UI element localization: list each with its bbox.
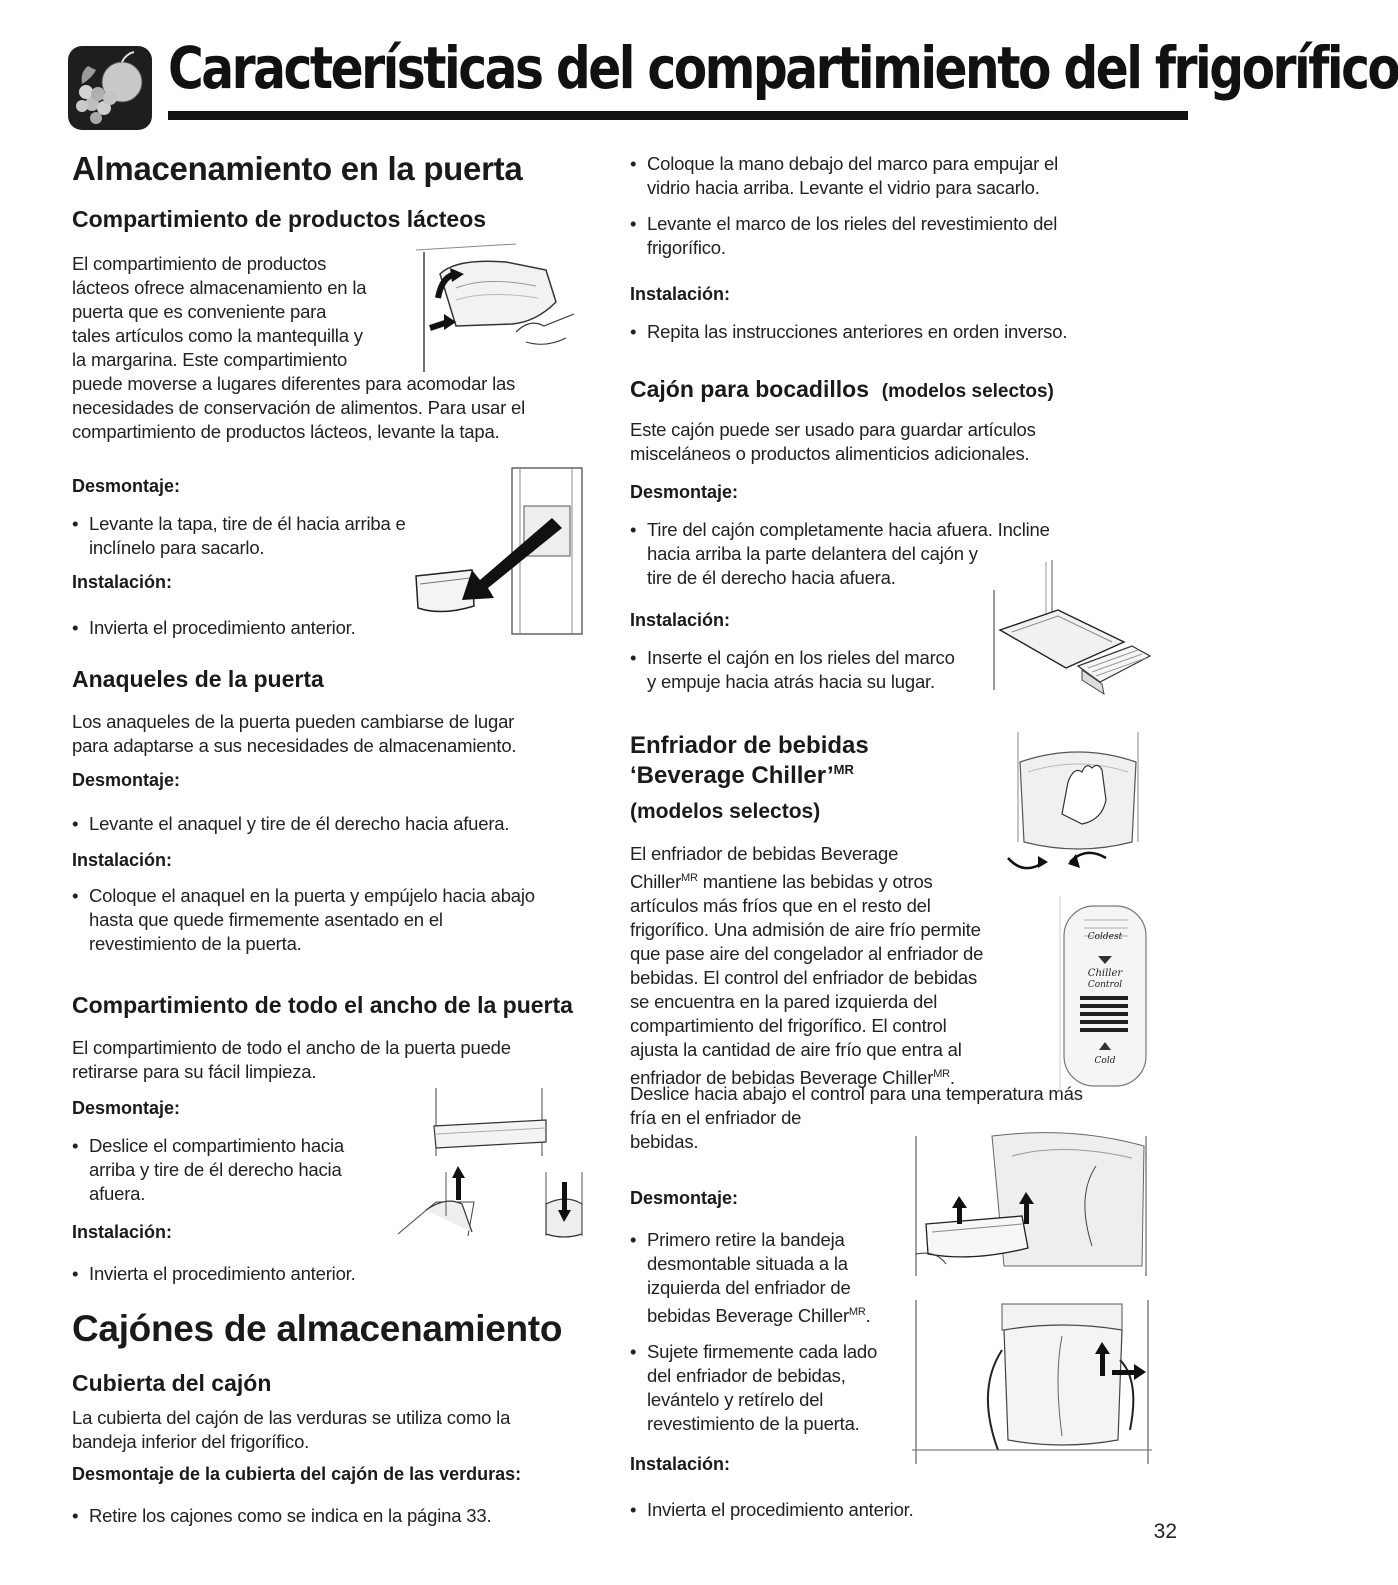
label-install-chiller: Instalación: [630,1454,731,1474]
full-width-bin-illustration [396,1086,606,1236]
bullet-item-continuation: inclínelo para sacarlo. [89,537,265,558]
bullet-item-continuation: afuera. [89,1183,146,1204]
chiller-control-illustration [1056,896,1152,1096]
bullet-item: • Repita las instrucciones anteriores en orden inverso. [630,320,1167,344]
chiller-text-fragment: enfriador de bebidas Beverage Chiller [630,1067,934,1089]
bullet-item: • Levante la tapa, tire de él hacia arriba e [72,512,472,536]
dairy-compartment-illustration [416,242,586,372]
bullet-item-continuation: tire de él derecho hacia afuera. [647,567,896,588]
chiller-paragraph [630,842,1030,1090]
bullet-item-continuation: izquierda del enfriador de [647,1277,851,1298]
chiller-text-line: bebidas. El control del enfriador de bebidas [630,967,978,989]
trademark-sup: MR [848,1306,866,1318]
trademark-sup: MR [681,872,698,884]
dairy-bin-removal-illustration [412,466,587,636]
fruit-icon [68,46,152,130]
fullwidth-text-line: El compartimiento de todo el ancho de la puerta puede [72,1037,511,1058]
bullet-item: • Invierta el procedimiento anterior. [72,1262,469,1286]
bullet-item-continuation: del enfriador de bebidas, [647,1365,846,1386]
label-install-fullwidth: Instalación: [72,1222,173,1242]
chiller-text-fragment: . [949,1067,955,1089]
heading-dairy: Compartimiento de productos lácteos [72,206,487,232]
chiller-text-line: ajusta la cantidad de aire frío que entra al [630,1039,962,1061]
bullet-item-continuation: levántelo y retírelo del [647,1389,824,1410]
bullet-item-continuation: revestimiento de la puerta. [647,1413,860,1434]
dairy-text-line: compartimiento de productos lácteos, levante la tapa. [72,421,500,442]
label-removal-snack: Desmontaje: [630,482,739,502]
dairy-text-line: lácteos ofrece almacenamiento en la [72,277,367,298]
heading-door-shelves: Anaqueles de la puerta [72,666,324,692]
page-title: Características del compartimiento del frigorífico [168,34,1398,102]
chiller-removal-step-2 [630,1340,910,1436]
bullet-item: • Deslice el compartimiento hacia [72,1134,402,1158]
chiller-text-line: artículos más fríos que en el resto del [630,895,931,917]
heading-drawer-cover: Cubierta del cajón [72,1370,272,1396]
bullet-item: • Coloque la mano debajo del marco para empujar el [630,152,1150,176]
chiller-text-line: bebidas. [630,1131,699,1152]
section-heading-door-storage: Almacenamiento en la puerta [72,150,523,187]
snack-install-steps [630,646,1000,694]
heading-beverage-chiller-1: Enfriador de bebidas [630,732,869,759]
chiller-text-line [630,866,1030,894]
heading-snack-drawer [630,376,1054,403]
cover-text-line: La cubierta del cajón de las verduras se utiliza como la [72,1407,511,1428]
bullet-item: • Sujete firmemente cada lado [630,1340,910,1364]
chiller-removal-step-1 [630,1228,910,1328]
chiller-text-line: Deslice hacia abajo el control para una temperatura más [630,1083,1083,1104]
shelves-paragraph [72,710,592,758]
shelves-install-steps [72,884,602,956]
dairy-text-line: El compartimiento de productos [72,253,327,274]
label-removal-dairy: Desmontaje: [72,476,181,496]
chiller-text-line: fría en el enfriador de [630,1107,802,1128]
page-number: 32 [1153,1520,1177,1543]
bullet-item-continuation [630,1300,910,1328]
bullet-item: • Levante el anaquel y tire de él derecho hacia afuera. [72,812,609,836]
label-install-dairy: Instalación: [72,572,173,592]
label-removal-cover: Desmontaje de la cubierta del cajón de las verduras: [72,1464,522,1484]
heading-full-width-bin: Compartimiento de todo el ancho de la puerta [72,992,573,1018]
chiller-text-fragment: . [865,1305,871,1327]
fullwidth-paragraph [72,1036,592,1084]
trademark-sup: MR [833,762,854,777]
snack-title: Cajón para bocadillos [630,376,869,402]
dairy-text-line: necesidades de conservación de alimentos. Para usar el [72,397,526,418]
label-removal-chiller: Desmontaje: [630,1188,739,1208]
trademark-sup: MR [933,1068,950,1081]
bullet-item: • Invierta el procedimiento anterior. [630,1498,1027,1522]
control-label-control: Control [1087,980,1123,990]
label-install-glass: Instalación: [630,284,731,304]
bullet-item-continuation: desmontable situada a la [647,1253,848,1274]
chiller-title-text: ‘Beverage Chiller’ [630,762,834,789]
control-label-cold: Cold [1094,1056,1116,1066]
section-heading-storage-drawers: Cajónes de almacenamiento [72,1308,563,1349]
snack-paragraph [630,418,1150,466]
bullet-item-continuation: hacia arriba la parte delantera del cajón y [647,543,978,564]
chiller-lift-removal-illustration [912,1300,1154,1464]
bullet-item-continuation: arriba y tire de él derecho hacia [89,1159,342,1180]
snack-title-note: (modelos selectos) [881,381,1054,402]
bullet-item: • Invierta el procedimiento anterior. [72,616,469,640]
chiller-tray-removal-illustration [912,1136,1154,1276]
snack-drawer-illustration [992,560,1157,700]
bullet-item: • Tire del cajón completamente hacia afuera. Incline [630,518,1150,542]
snack-text-line: Este cajón puede ser usado para guardar artículos [630,419,1036,440]
fullwidth-removal-steps [72,1134,402,1206]
bullet-item: • Coloque el anaquel en la puerta y empújelo hacia abajo [72,884,602,908]
heading-beverage-chiller-3: (modelos selectos) [630,800,821,823]
bullet-item-continuation: y empuje hacia atrás hacia su lugar. [647,671,935,692]
chiller-hand-illustration [998,732,1150,882]
bullet-item-continuation: frigorífico. [647,237,726,258]
label-removal-shelves: Desmontaje: [72,770,181,790]
cover-text-line: bandeja inferior del frigorífico. [72,1431,310,1452]
chiller-text-line: compartimiento del frigorífico. El control [630,1015,947,1037]
bullet-item: • Retire los cajones como se indica en la página 33. [72,1504,609,1528]
bullet-item: • Inserte el cajón en los rieles del marco [630,646,1000,670]
shelves-text-line: Los anaqueles de la puerta pueden cambiarse de lugar [72,711,515,732]
chiller-text-line: frigorífico. Una admisión de aire frío permite [630,919,981,941]
heading-beverage-chiller-2 [630,762,854,790]
label-install-shelves: Instalación: [72,850,173,870]
chiller-text-fragment: Chiller [630,871,682,893]
control-label-chiller: Chiller [1087,968,1123,979]
label-install-snack: Instalación: [630,610,731,630]
chiller-text-line: El enfriador de bebidas Beverage [630,843,899,864]
chiller-text-fragment: mantiene las bebidas y otros [697,871,933,893]
bullet-item: • Levante el marco de los rieles del revestimiento del [630,212,1150,236]
shelves-text-line: para adaptarse a sus necesidades de almacenamiento. [72,735,517,756]
cover-paragraph [72,1406,592,1454]
chiller-text-line: que pase aire del congelador al enfriador de [630,943,984,965]
chiller-text-line: se encuentra en la pared izquierda del [630,991,938,1013]
chiller-text-fragment: bebidas Beverage Chiller [647,1305,849,1327]
dairy-text-line: tales artículos como la mantequilla y [72,325,363,346]
bullet-item: • Primero retire la bandeja [630,1228,910,1252]
glass-removal-steps [630,152,1150,260]
title-rule [168,111,1188,120]
dairy-text-line: puerta que es conveniente para [72,301,327,322]
bullet-item-continuation: vidrio hacia arriba. Levante el vidrio para sacarlo. [647,177,1040,198]
dairy-text-line: la margarina. Este compartimiento [72,349,348,370]
fullwidth-text-line: retirarse para su fácil limpieza. [72,1061,317,1082]
dairy-text-line: puede moverse a lugares diferentes para acomodar las [72,373,516,394]
snack-text-line: misceláneos o productos alimenticios adicionales. [630,443,1030,464]
label-removal-fullwidth: Desmontaje: [72,1098,181,1118]
bullet-item-continuation: revestimiento de la puerta. [89,933,302,954]
bullet-item-continuation: hasta que quede firmemente asentado en el [89,909,443,930]
control-label-coldest: Coldest [1087,932,1123,942]
